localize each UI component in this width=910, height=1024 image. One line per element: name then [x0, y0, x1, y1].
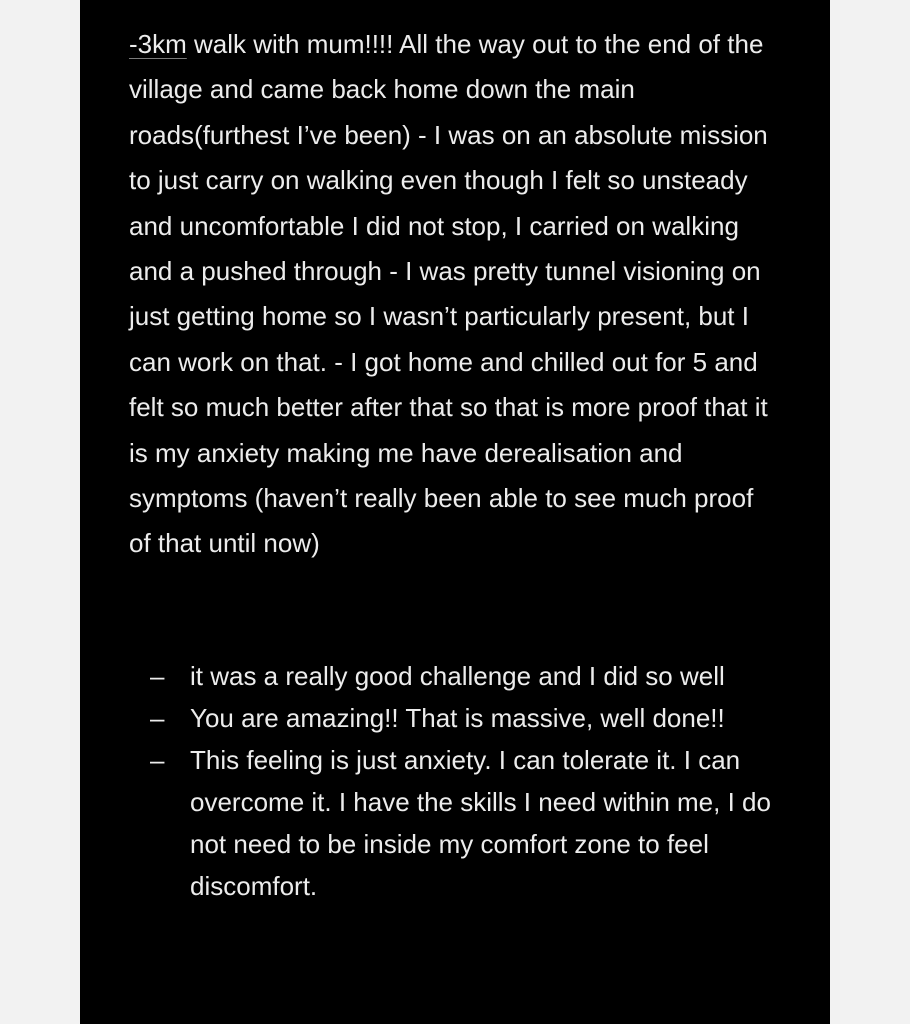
- dash-bullet-icon: –: [150, 661, 165, 691]
- paragraph-text: walk with mum!!!! All the way out to the end of the village and came back home down the main roads(furthest I’ve been) - I was on an absolute mission to just carry on walking even though I felt so unsteady and uncomfortable I did not stop, I carried on walking and a pushed through - I was pretty tunnel visioning on just getting home so I wasn’t particularly present, but I can work on that. - I got home and chilled out for 5 and felt so much better after that so that is more proof that it is my anxiety making me have derealisation and symptoms (haven’t really been able to see much proof of that until now): [129, 29, 768, 559]
- list-item: [129, 655, 779, 697]
- note-paragraph: [129, 22, 779, 567]
- dash-bullet-icon: –: [150, 703, 165, 733]
- list-item: [129, 697, 779, 739]
- list-item-text: it was a really good challenge and I did so well: [190, 661, 725, 691]
- note-text-area[interactable]: [80, 0, 830, 1024]
- dash-bullet-icon: –: [150, 745, 165, 775]
- bullet-list: [129, 655, 779, 907]
- spellcheck-underlined-word[interactable]: -3km: [129, 29, 187, 59]
- list-item: [129, 739, 779, 907]
- list-item-text: This feeling is just anxiety. I can tolerate it. I can overcome it. I have the skills I need within me, I do not need to be inside my comfort zone to feel discomfort.: [190, 745, 771, 901]
- list-item-text: You are amazing!! That is massive, well done!!: [190, 703, 725, 733]
